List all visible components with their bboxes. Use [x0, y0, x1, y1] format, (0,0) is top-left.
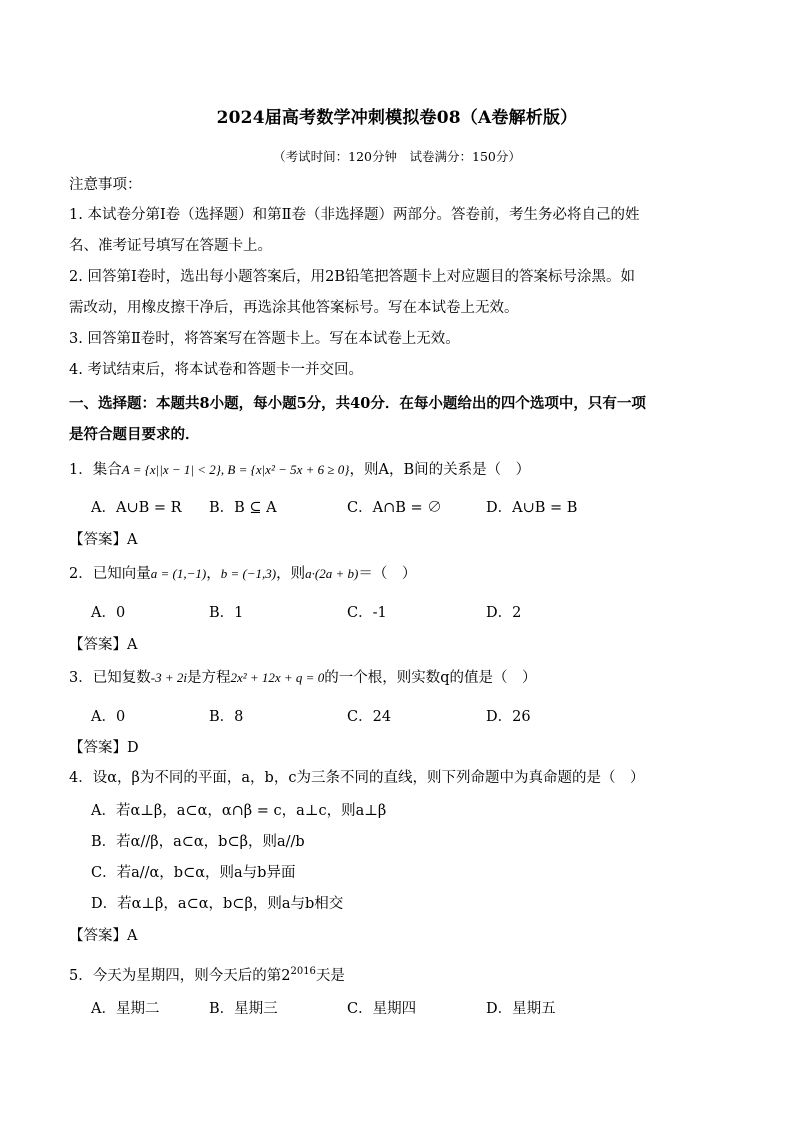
q5-option-a: A．星期二 — [91, 1001, 160, 1017]
q1-option-a: A．A∪B = R — [91, 500, 182, 516]
q3-stem-pre: 3．已知复数 — [69, 670, 151, 686]
notice-item: 3. 回答第Ⅱ卷时，将答案写在答题卡上。写在本试卷上无效。 — [69, 331, 460, 347]
q5-option-c: C．星期四 — [347, 1001, 417, 1017]
q4-answer: 【答案】A — [69, 928, 138, 944]
q3-math-root: -3 + 2i — [150, 670, 187, 685]
q5-stem-pre: 5．今天为星期四，则今天后的第 — [69, 967, 282, 984]
q4-option-b: B．若α//β，a⊂α，b⊂β，则a//b — [91, 834, 305, 850]
q1-math: A = {x||x − 1| < 2}, B = {x|x² − 5x + 6 ≥ 0} — [121, 462, 350, 477]
q5-option-b: B．星期三 — [209, 1001, 278, 1017]
q3-option-b: B．8 — [209, 709, 244, 725]
q1-stem-post: ，则A，B间的关系是（ ） — [349, 462, 531, 478]
question-1-stem — [69, 460, 530, 480]
q3-option-c: C．24 — [347, 709, 392, 725]
question-5-stem — [69, 962, 345, 986]
notice-item: 4. 考试结束后，将本试卷和答题卡一并交回。 — [69, 362, 363, 378]
q1-option-d: D．A∪B = B — [486, 500, 578, 516]
q2-option-a: A．0 — [91, 605, 126, 621]
q5-option-d: D．星期五 — [486, 1001, 556, 1017]
notice-item: 2. 回答第Ⅰ卷时，选出每小题答案后，用2B铅笔把答题卡上对应题目的答案标号涂黑。如 — [69, 269, 636, 285]
q1-option-b: B．B ⊆ A — [209, 500, 277, 516]
q2-option-d: D．2 — [486, 605, 522, 621]
q2-answer: 【答案】A — [69, 637, 138, 653]
q1-stem-pre: 1．集合 — [69, 462, 122, 478]
q1-option-c: C．A∩B = ∅ — [347, 500, 442, 516]
q3-mid: 是方程 — [186, 670, 231, 686]
q4-option-d: D．若α⊥β，a⊂α，b⊂β，则a与b相交 — [91, 896, 344, 912]
q2-sep: ， — [206, 566, 221, 582]
notice-item: 1. 本试卷分第Ⅰ卷（选择题）和第Ⅱ卷（非选择题）两部分。答卷前，考生务必将自己的姓 — [69, 207, 640, 223]
q5-power-exp: 2016 — [290, 966, 316, 977]
q3-stem-post: 的一个根，则实数q的值是（ ） — [324, 670, 537, 686]
q3-option-a: A．0 — [91, 709, 126, 725]
q4-option-c: C．若a//α，b⊂α，则a与b异面 — [91, 865, 296, 881]
section-heading-cont: 是符合题目要求的． — [69, 426, 200, 443]
q4-option-a: A．若α⊥β，a⊂α，α∩β = c，a⊥c，则a⊥β — [91, 803, 387, 819]
q2-math-a: a = (1,−1) — [150, 566, 207, 581]
q5-power-base: 2 — [281, 967, 291, 984]
section-heading: 一、选择题：本题共8小题，每小题5分，共40分．在每小题给出的四个选项中，只有一项 — [69, 395, 646, 412]
q2-math-expr: a·(2a + b) — [305, 566, 359, 581]
q3-math-eq: 2x² + 12x + q = 0 — [230, 670, 325, 685]
q2-option-c: C．-1 — [347, 605, 387, 621]
q2-stem-post: ＝（ ） — [358, 566, 417, 582]
notice-item: 需改动，用橡皮擦干净后，再选涂其他答案标号。写在本试卷上无效。 — [69, 300, 519, 316]
question-4-stem: 4．设α，β为不同的平面，a，b，c为三条不同的直线，则下列命题中为真命题的是（ ） — [69, 770, 645, 786]
q3-answer: 【答案】D — [69, 740, 139, 756]
q3-option-d: D．26 — [486, 709, 531, 725]
q1-answer: 【答案】A — [69, 532, 138, 548]
q2-stem-pre: 2．已知向量 — [69, 566, 151, 582]
notice-heading: 注意事项： — [69, 177, 142, 193]
q2-math-b: b = (−1,3) — [220, 566, 277, 581]
question-3-stem — [69, 668, 537, 688]
q5-stem-post: 天是 — [315, 967, 345, 984]
q2-option-b: B．1 — [209, 605, 244, 621]
notice-item: 名、准考证号填写在答题卡上。 — [69, 238, 272, 254]
q2-sep2: ，则 — [276, 566, 306, 582]
page-title: 2024届高考数学冲刺模拟卷08（A卷解析版） — [216, 108, 578, 128]
exam-info: （考试时间：120分钟 试卷满分：150分） — [273, 149, 521, 164]
question-2-stem — [69, 564, 416, 584]
